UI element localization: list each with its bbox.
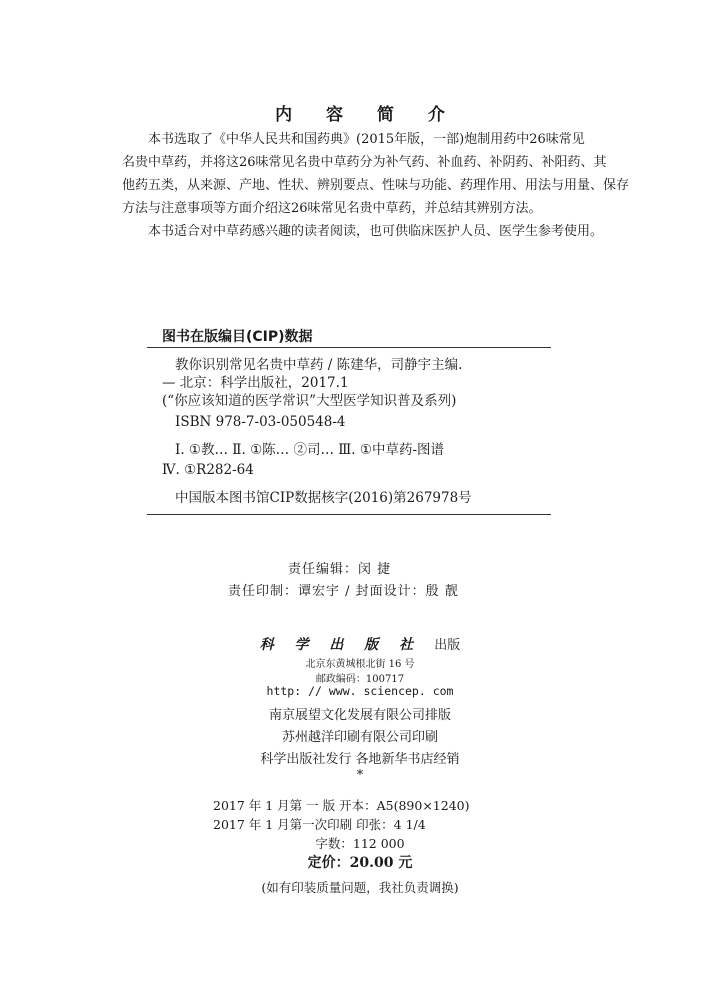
distribution-info: 科学出版社发行 各地新华书店经销 bbox=[260, 752, 460, 767]
printing-and-cover-credits: 责任印制：谭宏宇 / 封面设计：殷 靓 bbox=[228, 584, 459, 599]
quality-notice: (如有印装质量问题，我社负责调换) bbox=[261, 880, 459, 895]
publisher-address: 北京东黄城根北街 16 号 bbox=[305, 659, 415, 670]
publisher-postcode: 邮政编码：100717 bbox=[315, 674, 405, 685]
separator-star: * bbox=[356, 768, 364, 783]
summary-line: 本书选取了《中华人民共和国药典》(2015年版，一部)炮制用药中26味常见 bbox=[148, 132, 585, 147]
summary-title: 内 容 简 介 bbox=[275, 105, 459, 125]
summary-line: 名贵中草药，并将这26味常见名贵中草药分为补气药、补血药、补阴药、补阳药、其 bbox=[122, 155, 607, 170]
publisher-logo-text: 科 学 出 版 社 bbox=[259, 637, 422, 653]
summary-line: 本书适合对中草药感兴趣的读者阅读，也可供临床医护人员、医学生参考使用。 bbox=[148, 224, 604, 239]
edition-info: 2017 年 1 月第 一 版 开本：A5(890×1240) bbox=[213, 798, 470, 813]
cip-heading: 图书在版编目(CIP)数据 bbox=[162, 329, 313, 345]
cip-isbn: ISBN 978-7-03-050548-4 bbox=[175, 414, 346, 430]
cip-subject-line-2: Ⅳ. ①R282-64 bbox=[162, 462, 254, 478]
cip-top-rule bbox=[147, 347, 551, 348]
word-count: 字数：112 000 bbox=[315, 836, 405, 851]
publisher-suffix: 出版 bbox=[434, 638, 461, 653]
cip-verification: 中国版本图书馆CIP数据核字(2016)第267978号 bbox=[175, 490, 472, 506]
publisher-imprint bbox=[0, 634, 720, 654]
typeset-company: 南京展望文化发展有限公司排版 bbox=[268, 708, 451, 723]
summary-line: 他药五类，从来源、产地、性状、辨别要点、性味与功能、药理作用、用法与用量、保存 bbox=[122, 178, 630, 193]
responsible-editor: 责任编辑：闵 捷 bbox=[288, 562, 392, 577]
cip-subject-line-1: Ⅰ. ①教… Ⅱ. ①陈… ②司… Ⅲ. ①中草药-图谱 bbox=[175, 442, 445, 458]
price: 定价：20.00 元 bbox=[307, 855, 413, 871]
cip-book-line: 教你识别常见名贵中草药 / 陈建华，司静宇主编. bbox=[175, 357, 463, 373]
cip-bottom-rule bbox=[147, 514, 551, 515]
publisher-website[interactable]: http: // www. sciencep. com bbox=[266, 684, 454, 698]
summary-line: 方法与注意事项等方面介绍这26味常见名贵中草药，并总结其辨别方法。 bbox=[122, 201, 542, 216]
printing-info: 2017 年 1 月第一次印刷 印张：4 1/4 bbox=[213, 817, 426, 832]
cip-publisher-line: — 北京：科学出版社，2017.1 bbox=[162, 375, 349, 391]
printing-company: 苏州越洋印刷有限公司印刷 bbox=[281, 730, 438, 745]
cip-series-line: (“你应该知道的医学常识”大型医学知识普及系列) bbox=[162, 393, 457, 409]
summary-paragraph-2 bbox=[122, 220, 602, 243]
summary-paragraph-1 bbox=[122, 128, 630, 220]
